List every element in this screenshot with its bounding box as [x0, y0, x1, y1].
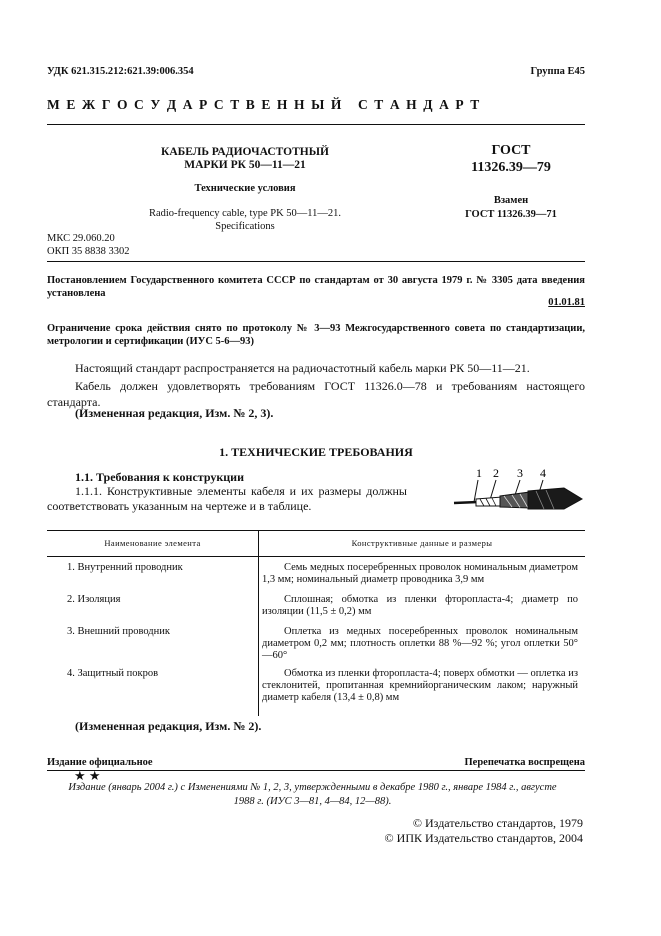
table-edit-note: (Измененная редакция, Изм. № 2). — [75, 719, 262, 733]
english-title — [110, 207, 380, 233]
replaces-label: Взамен — [493, 195, 529, 206]
introduction-date: 01.01.81 — [548, 297, 585, 308]
standard-type: М Е Ж Г О С У Д А Р С Т В Е Н Н Ы Й С Т А Н Д А Р Т — [47, 97, 481, 112]
intro-paragraph-2: Кабель должен удовлетворять требованиям ГОСТ 11326.0—78 и требованиям настоящего стандарта. — [47, 379, 585, 409]
table-column-divider — [258, 530, 259, 716]
table-top-border — [47, 530, 585, 531]
cable-drawing — [452, 464, 586, 510]
table-cell-data: Семь медных посеребренных проволок номинальным диаметром 1,3 мм; номинальный диаметр проводника 3,9 мм — [262, 562, 578, 585]
title-line-2: МАРКИ РК 50—11—21 — [184, 159, 306, 171]
title-line-1: КАБЕЛЬ РАДИОЧАСТОТНЫЙ — [161, 146, 329, 158]
footer-divider — [47, 770, 585, 771]
leader-line-2 — [490, 480, 496, 500]
intro-paragraph-1: Настоящий стандарт распространяется на радиочастотный кабель марки РК 50—11—21. — [75, 361, 530, 375]
table-header-element: Наименование элемента — [104, 538, 201, 548]
table-cell-data: Оплетка из медных посеребренных проволок номинальным диаметром 0,2 мм; плотность оплетки 88 %—92 %; угол оплетки 50°—60° — [262, 626, 578, 661]
drawing-label-2: 2 — [493, 466, 499, 480]
table-cell-data: Обмотка из пленки фторопласта-4; поверх обмотки — оплетка из стеклонитей, пропитанная кремнийорганическим лаком; наружный диаметр кабеля (13,4 ± 0,8) мм — [262, 668, 578, 703]
copyright-2004: © ИПК Издательство стандартов, 2004 — [384, 831, 583, 845]
table-cell-element: 4. Защитный покров — [67, 668, 159, 679]
drawing-label-1: 1 — [476, 466, 482, 480]
udk-code: УДК 621.315.212:621.39:006.354 — [47, 66, 194, 77]
group-code: Группа Е45 — [530, 66, 585, 77]
gost-block — [440, 142, 582, 176]
gost-number: 11326.39—79 — [471, 160, 551, 175]
mks-code: МКС 29.060.20 — [47, 233, 115, 244]
english-title-line-2: Specifications — [215, 221, 275, 232]
copyright-1979: © Издательство стандартов, 1979 — [412, 816, 583, 830]
drawing-label-3: 3 — [517, 466, 523, 480]
replaces-gost: ГОСТ 11326.39—71 — [465, 209, 557, 220]
table-header-border — [47, 556, 585, 557]
table-cell-element: 1. Внутренний проводник — [67, 562, 183, 573]
section-text: 1.1.1. Конструктивные элементы кабеля и их размеры должны соответствовать указанным на чертеже и в таблице. — [47, 484, 407, 513]
header-divider — [47, 124, 585, 125]
intro-edit-note: (Измененная редакция, Изм. № 2, 3). — [75, 406, 274, 420]
table-cell-element: 2. Изоляция — [67, 594, 121, 605]
resolution-text: Постановлением Государственного комитета СССР по стандартам от 30 августа 1979 г. № 3305 дата введения установлена — [47, 275, 585, 299]
copyright-block — [300, 816, 583, 846]
table-cell-element: 3. Внешний проводник — [67, 626, 170, 637]
official-edition: Издание официальное — [47, 757, 153, 768]
document-title — [125, 146, 365, 172]
inner-conductor-shape — [454, 502, 478, 503]
okp-code: ОКП 35 8838 3302 — [47, 246, 130, 257]
table-cell-data: Сплошная; обмотка из пленки фторопласта-4; диаметр по изоляции (11,5 ± 0,2) мм — [262, 594, 578, 617]
replaces-block — [440, 194, 582, 222]
section-heading: 1. ТЕХНИЧЕСКИЕ ТРЕБОВАНИЯ — [219, 445, 413, 459]
subsection-heading: 1.1. Требования к конструкции — [75, 470, 245, 484]
stars-icon: ★ ★ — [74, 768, 101, 783]
drawing-label-4: 4 — [540, 466, 546, 480]
limitation-text: Ограничение срока действия снято по протоколу № 3—93 Межгосударственного совета по стандартизации, метрологии и сертификации (ИУС 5-6—93) — [47, 323, 585, 347]
gost-label: ГОСТ — [491, 143, 531, 158]
table-header-data: Конструктивные данные и размеры — [351, 538, 493, 548]
document-subtitle: Технические условия — [194, 183, 296, 194]
codes-divider — [47, 261, 585, 262]
classification-codes — [47, 232, 130, 258]
reprint-notice: Перепечатка воспрещена — [464, 757, 585, 768]
english-title-line-1: Radio-frequency cable, type PK 50—11—21. — [148, 208, 342, 219]
edition-info: Издание (январь 2004 г.) с Изменениями № 1, 2, 3, утвержденными в декабре 1980 г., январе 1984 г., августе 1988 г. (ИУС 3—81, 4—84, 12—88). — [68, 782, 557, 807]
